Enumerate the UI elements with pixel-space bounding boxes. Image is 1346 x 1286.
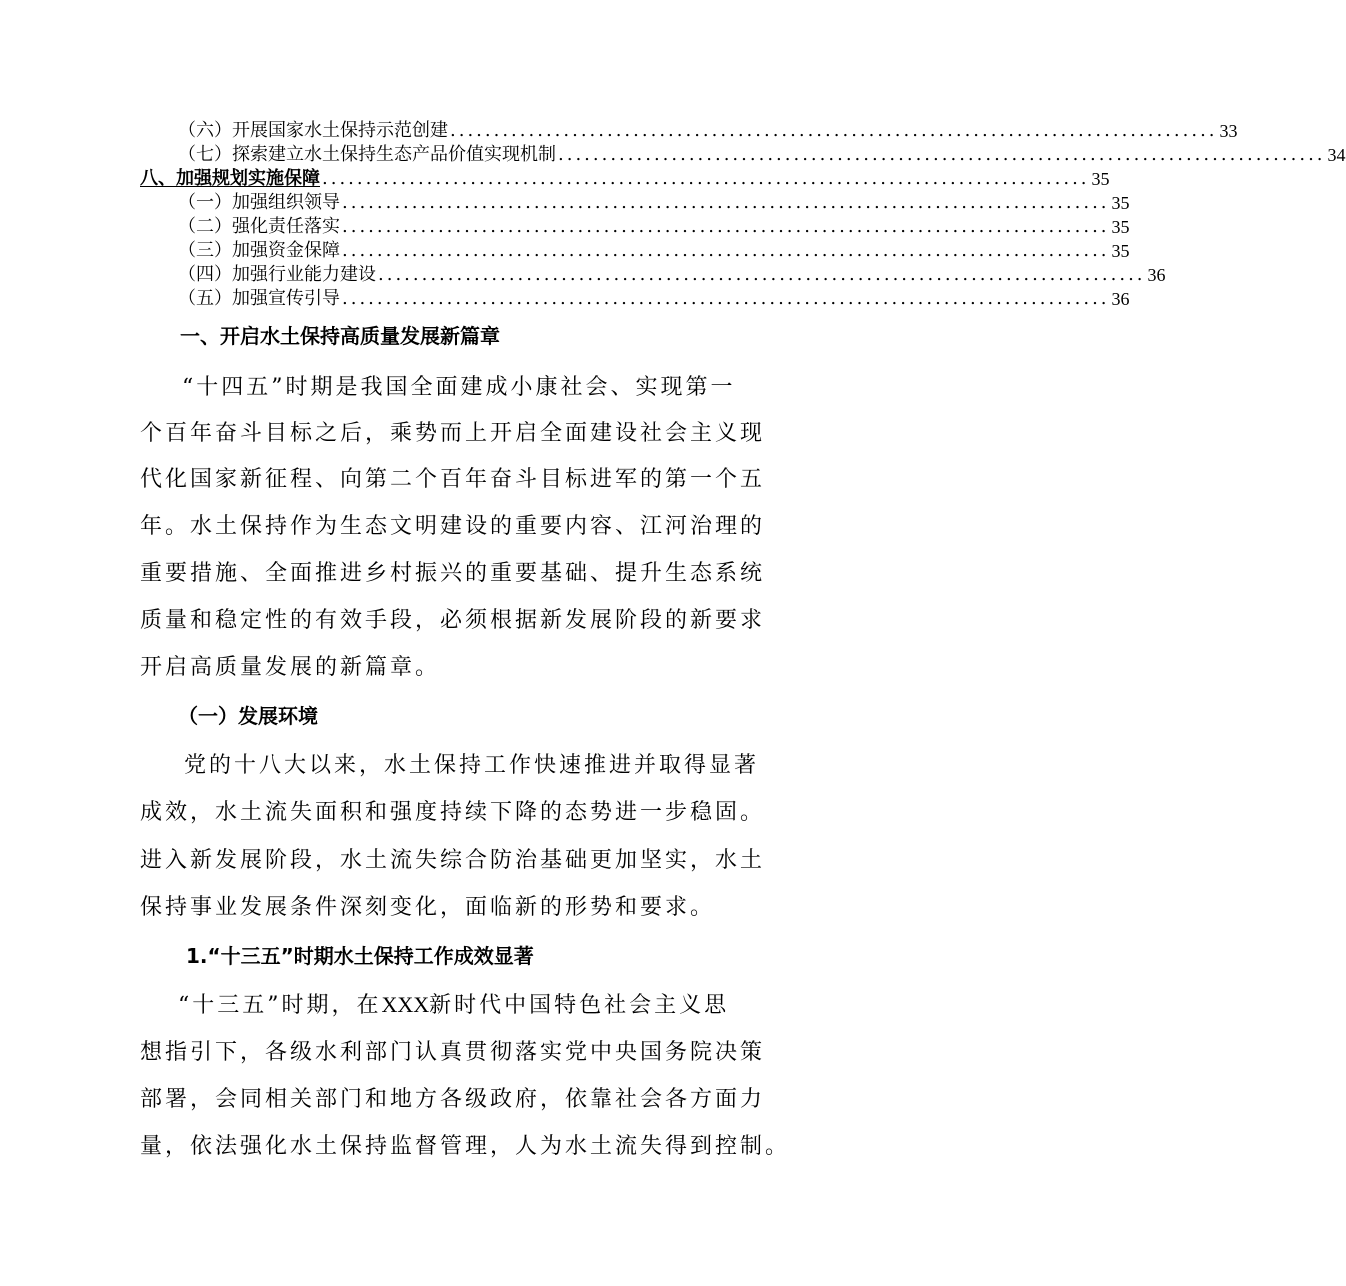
line-text: 新时代中国特色社会主义思 <box>429 993 730 1018</box>
toc-entry-title: （五）加强宣传引导 <box>178 288 340 309</box>
toc-entry-page: 35 <box>1091 169 1110 189</box>
toc-entry-page: 35 <box>1111 217 1130 237</box>
paragraph-line: 部署，会同相关部门和地方各级政府，依靠社会各方面力 <box>140 1087 766 1112</box>
section-heading: 一、开启水土保持高质量发展新篇章 <box>180 324 500 348</box>
toc-entry[interactable] <box>178 118 1238 142</box>
toc-entry[interactable] <box>178 286 1130 310</box>
toc-entry-title: （二）强化责任落实 <box>178 216 340 237</box>
toc-entry[interactable] <box>178 262 1166 286</box>
toc-entry-page: 35 <box>1111 193 1130 213</box>
subsection-heading: （一）发展环境 <box>178 704 318 728</box>
paragraph-line: 个百年奋斗目标之后，乘势而上开启全面建设社会主义现 <box>140 421 766 446</box>
paragraph-line: 质量和稳定性的有效手段，必须根据新发展阶段的新要求 <box>140 608 766 633</box>
toc-leader-dots: ........................................................................................ <box>322 168 1090 189</box>
paragraph-line: 量，依法强化水土保持监督管理，人为水土流失得到控制。 <box>140 1134 791 1159</box>
toc-entry-page: 36 <box>1111 289 1130 309</box>
toc-chapter-entry[interactable] <box>140 166 1110 190</box>
toc-entry-title: （六）开展国家水土保持示范创建 <box>178 120 448 141</box>
toc-entry-title: 八、加强规划实施保障 <box>140 168 320 189</box>
point-heading: 1.“十三五”时期水土保持工作成效显著 <box>186 944 534 968</box>
toc-entry-title: （一）加强组织领导 <box>178 192 340 213</box>
toc-entry-page: 34 <box>1327 145 1346 165</box>
toc-entry-page: 33 <box>1219 121 1238 141</box>
paragraph-line: 党的十八大以来，水土保持工作快速推进并取得显著 <box>184 753 760 778</box>
line-latin-text: XXX <box>381 992 430 1017</box>
toc-entry-title: （四）加强行业能力建设 <box>178 264 376 285</box>
toc-entry-page: 35 <box>1111 241 1130 261</box>
toc-leader-dots: ........................................................................................ <box>342 288 1110 309</box>
toc-leader-dots: ........................................................................................ <box>342 216 1110 237</box>
paragraph-line: 重要措施、全面推进乡村振兴的重要基础、提升生态系统 <box>140 561 766 586</box>
toc-entry[interactable] <box>178 214 1130 238</box>
paragraph-line: 代化国家新征程、向第二个百年奋斗目标进军的第一个五 <box>140 467 766 492</box>
paragraph-line: 开启高质量发展的新篇章。 <box>140 655 441 680</box>
toc-entry-page: 36 <box>1147 265 1166 285</box>
line-text: “十三五”时期，在 <box>178 993 382 1018</box>
paragraph-line: 年。水土保持作为生态文明建设的重要内容、江河治理的 <box>140 514 766 539</box>
toc-entry[interactable] <box>178 142 1346 166</box>
toc-leader-dots: ........................................................................................ <box>342 192 1110 213</box>
paragraph-line <box>178 988 729 1019</box>
toc-leader-dots: ........................................................................................ <box>378 264 1146 285</box>
paragraph-line: 成效，水土流失面积和强度持续下降的态势进一步稳固。 <box>140 800 766 825</box>
toc-leader-dots: ........................................................................................ <box>450 120 1218 141</box>
toc-entry-title: （七）探索建立水土保持生态产品价值实现机制 <box>178 144 556 165</box>
toc-leader-dots: ........................................................................................ <box>342 240 1110 261</box>
paragraph-line: 进入新发展阶段，水土流失综合防治基础更加坚实，水土 <box>140 848 766 873</box>
toc-entry[interactable] <box>178 190 1130 214</box>
toc-entry[interactable] <box>178 238 1130 262</box>
paragraph-line: 保持事业发展条件深刻变化，面临新的形势和要求。 <box>140 895 716 920</box>
toc-leader-dots: ........................................................................................ <box>558 144 1326 165</box>
paragraph-line: 想指引下，各级水利部门认真贯彻落实党中央国务院决策 <box>140 1040 766 1065</box>
paragraph-line: “十四五”时期是我国全面建成小康社会、实现第一 <box>182 375 736 400</box>
toc-entry-title: （三）加强资金保障 <box>178 240 340 261</box>
